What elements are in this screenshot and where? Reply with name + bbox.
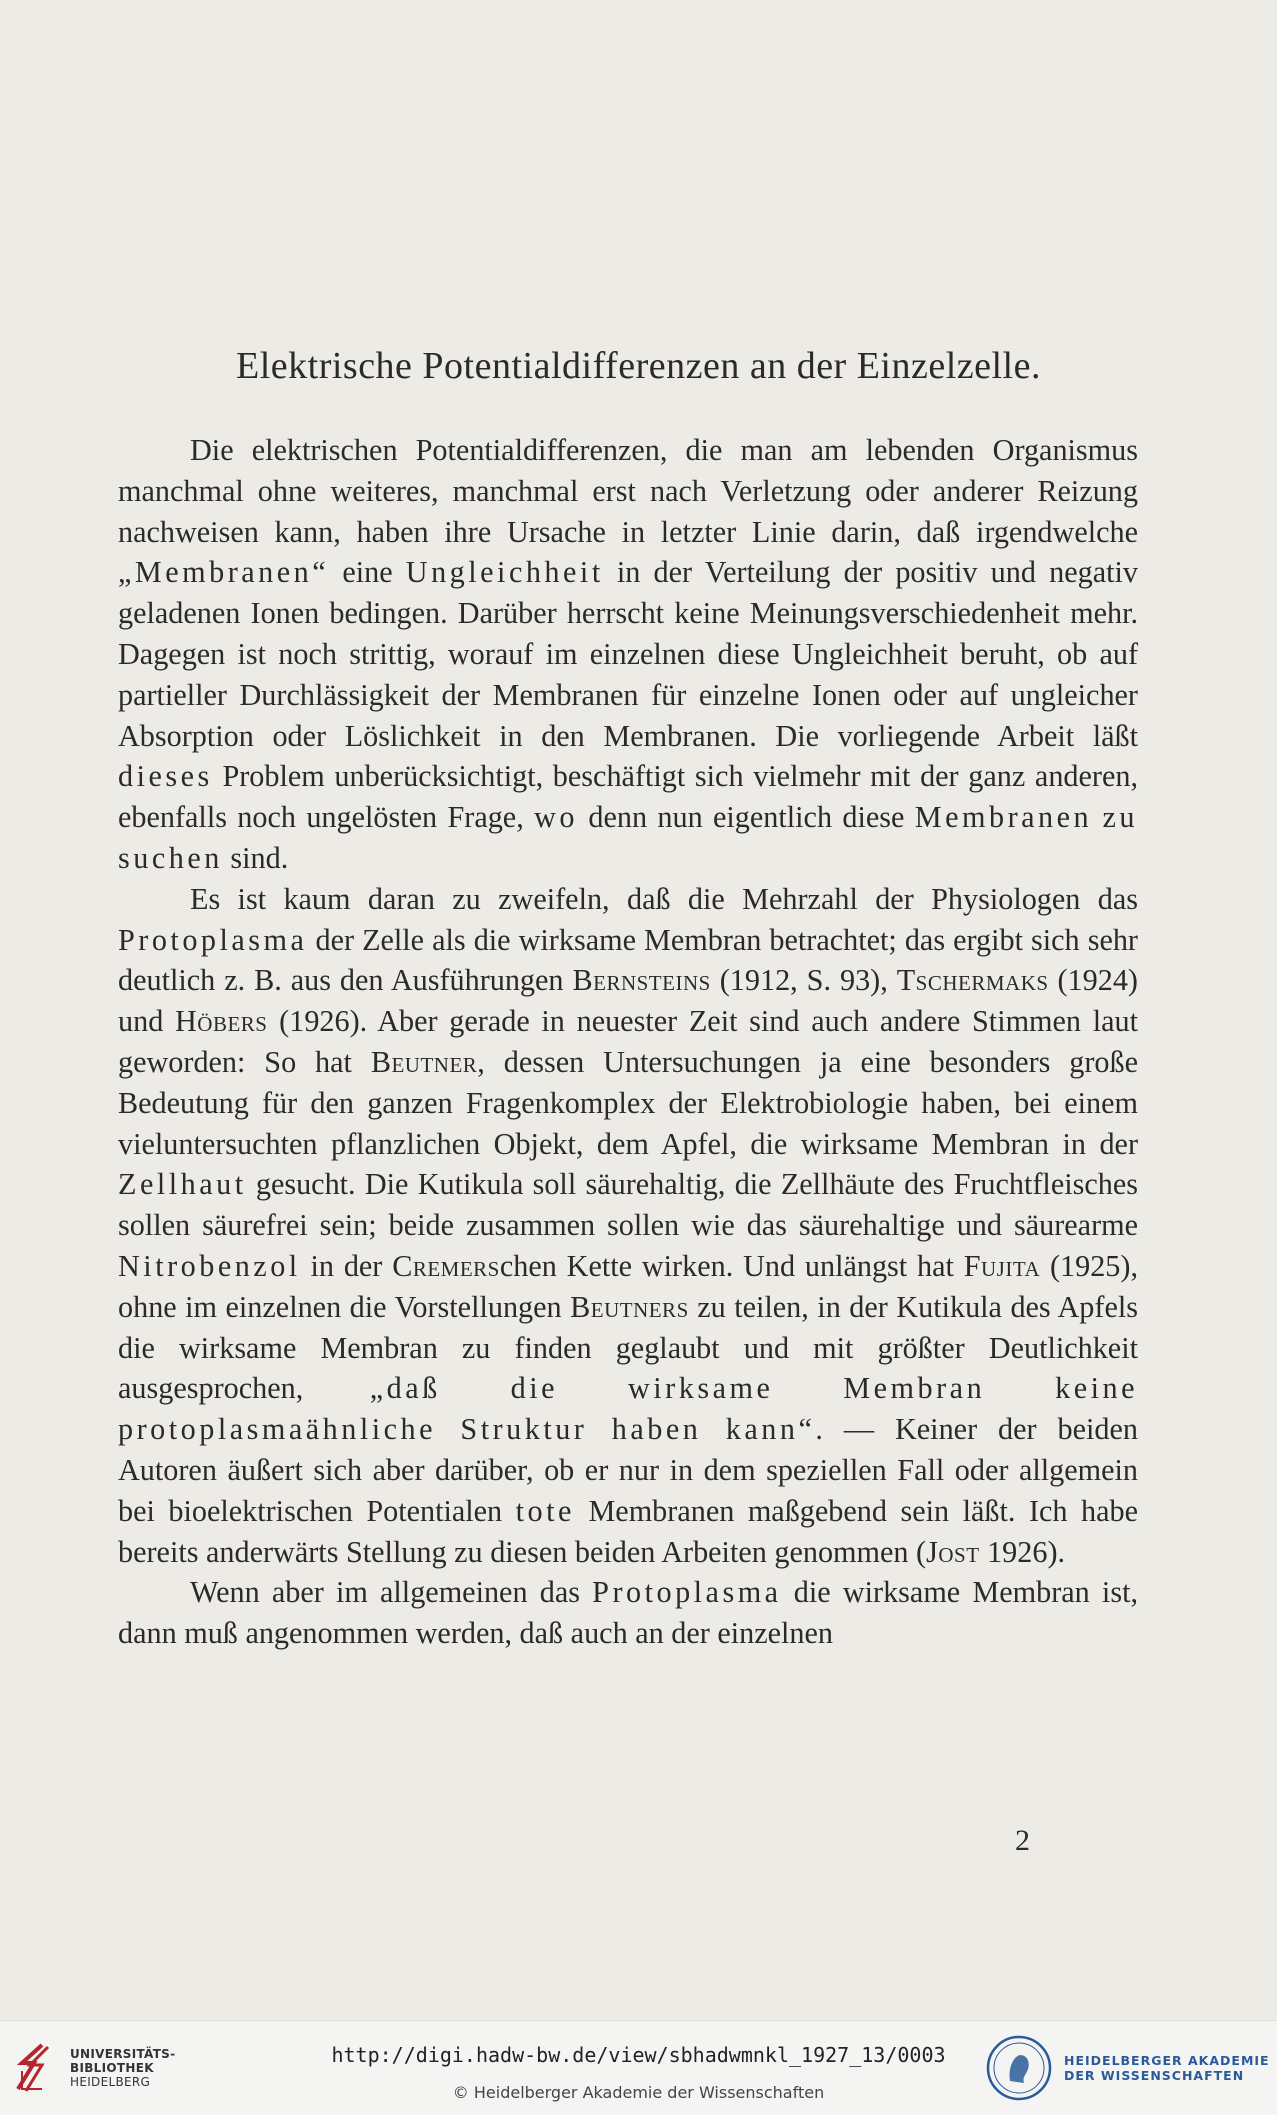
text-run: Wenn aber im allgemeinen das — [190, 1575, 593, 1610]
text-run: , dessen Untersuchungen ja eine besonders große Bedeutung für den ganzen Fragenkomplex der Elektrobiologie haben, bei einem vieluntersuchten pflanzlichen Objekt, dem Apfel, die wirksame Membran in der — [118, 1044, 1138, 1161]
text-run: zu teilen, in der Kutikula des Apfels die wirksame Membran zu finden geglaubt und mit größter Deutlichkeit ausgesprochen, — [118, 1289, 1138, 1406]
text-run: Problem unberücksichtigt, beschäftigt sich vielmehr mit der ganz anderen, ebenfalls noch ungelösten Frage, — [118, 759, 1138, 835]
text-run: chen Kette wirken. Und unlängst hat — [499, 1248, 964, 1283]
emphasized-text: zu suchen — [118, 800, 1138, 875]
text-run: (1925), ohne im einzelnen die Vorstellungen — [118, 1248, 1138, 1324]
text-run: denn nun eigentlich diese — [578, 800, 915, 835]
academy-seal-icon — [986, 2035, 1052, 2101]
paragraph — [118, 430, 1138, 879]
text-run: der Zelle als die wirksame Membran betrachtet; das ergibt sich sehr deutlich z. B. aus den Ausführungen — [118, 922, 1138, 998]
emphasized-text: Protoplasma — [592, 1575, 782, 1610]
text-run: 1926). — [979, 1534, 1066, 1569]
text-run: die wirksame Membran ist, dann muß angenommen werden, daß auch an der einzelnen — [118, 1575, 1138, 1651]
academy-label: HEIDELBERGER AKADEMIE DER WISSENSCHAFTEN — [1064, 2053, 1270, 2083]
author-name: Höbers — [174, 1004, 268, 1039]
text-run: eine — [329, 555, 406, 590]
author-name: Bernsteins — [572, 963, 711, 998]
author-name: Cremers — [392, 1248, 500, 1283]
author-name: Fujita — [963, 1248, 1041, 1283]
emphasized-text: dieses — [118, 759, 213, 794]
author-name: Tschermaks — [896, 963, 1049, 998]
emphasized-text: tote — [515, 1493, 575, 1528]
permalink-url[interactable]: http://digi.hadw-bw.de/view/sbhadwmnkl_1927_13/0003 — [331, 2043, 946, 2067]
paragraph — [118, 879, 1138, 1573]
text-run: (1926). Aber gerade in neuester Zeit sind auch andere Stimmen laut geworden: So hat — [118, 1004, 1138, 1079]
text-run: (1912, S. 93), — [710, 963, 897, 998]
emphasized-text: Ungleichheit — [405, 555, 604, 590]
page-number: 2 — [1015, 1824, 1030, 1857]
author-name: Beutners — [570, 1289, 689, 1324]
page-title: Elektrische Potentialdifferenzen an der Einzelzelle. — [236, 345, 1041, 387]
author-name: Beutner — [370, 1044, 478, 1079]
text-run: in der Verteilung der positiv und negativ geladenen Ionen bedingen. Darüber herrscht keine Meinungsverschiedenheit mehr. Dagegen ist noch strittig, worauf im einzelnen diese Ungleichheit beruht, ob auf partieller Durchlässigkeit der Membranen für einzelne Ionen oder auf ungleicher Absorption oder Löslichkeit in den Membranen. Die vorliegende Arbeit läßt — [118, 555, 1138, 753]
text-run: Membranen maßgebend sein läßt. Ich habe bereits anderwärts Stellung zu diesen beiden Arbeiten genommen ( — [118, 1493, 1138, 1569]
text-run: sind. — [222, 840, 289, 875]
text-run — [1092, 800, 1102, 834]
emphasized-text: „daß die wirksame Membran keine protoplasmaähnliche Struktur haben kann“ — [118, 1371, 1138, 1447]
text-run: Die elektrischen Potentialdifferenzen, die man am lebenden Organismus manchmal ohne weiteres, manchmal erst nach Verletzung oder anderer Reizung nachweisen kann, haben ihre Ursache in letzter Linie darin, daß irgendwelche — [118, 433, 1138, 549]
emphasized-text: Membranen — [914, 800, 1093, 835]
text-run: Es ist kaum daran zu zweifeln, daß die Mehrzahl der Physiologen das — [190, 881, 1138, 916]
university-library-label: UNIVERSITÄTS- BIBLIOTHEK HEIDELBERG — [70, 2047, 176, 2089]
footer-bar — [0, 2020, 1277, 2115]
author-name: Jost — [926, 1534, 980, 1569]
emphasized-text: Protoplasma — [118, 922, 308, 957]
emphasized-text: Nitrobenzol — [118, 1248, 301, 1283]
text-run: (1924) und — [118, 963, 1138, 1039]
text-run: . — Keiner der beiden Autoren äußert sich aber darüber, ob er nur in dem speziellen Fall oder allgemein bei bioelektrischen Potentialen — [118, 1412, 1138, 1528]
emphasized-text: wo — [534, 800, 579, 835]
text-run: gesucht. Die Kutikula soll säurehaltig, die Zellhäute des Fruchtfleisches sollen säurefrei sein; beide zusammen sollen wie das säurehaltige und säurearme — [118, 1167, 1138, 1243]
emphasized-text: Zellhaut — [118, 1167, 247, 1202]
emphasized-text: „Membranen“ — [118, 555, 330, 590]
body-text — [118, 430, 1138, 1654]
paragraph — [118, 1572, 1138, 1654]
copyright-notice: © Heidelberger Akademie der Wissenschaften — [452, 2083, 825, 2102]
text-run: in der — [300, 1248, 393, 1283]
